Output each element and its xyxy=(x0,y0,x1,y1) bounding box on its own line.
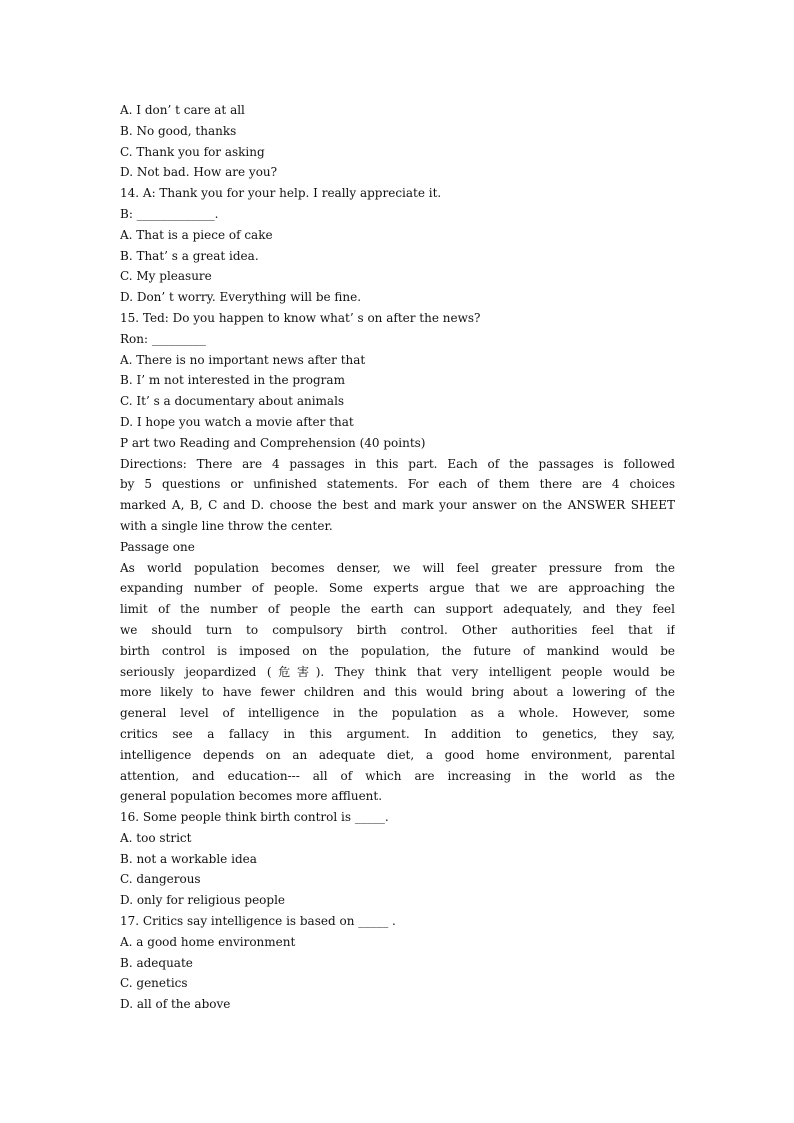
text-line: intelligence depends on an adequate diet, a good home environment, parental xyxy=(120,747,675,762)
text-line: marked A, B, C and D. choose the best and mark your answer on the ANSWER SHEET xyxy=(120,498,675,513)
text-line: D. Not bad. How are you? xyxy=(120,165,278,180)
text-line: A. I don’ t care at all xyxy=(120,103,245,117)
text-line: with a single line throw the center. xyxy=(120,518,333,533)
text-line: D. only for religious people xyxy=(120,893,286,908)
text-line: critics see a fallacy in this argument. In addition to genetics, they say, xyxy=(120,726,675,741)
text-line: As world population becomes denser, we will feel greater pressure from the xyxy=(120,560,675,575)
text-line: B. adequate xyxy=(120,955,193,970)
text-line: C. Thank you for asking xyxy=(120,144,265,159)
text-line: A. There is no important news after that xyxy=(120,352,366,367)
text-line: we should turn to compulsory birth control. Other authorities feel that if xyxy=(120,622,675,637)
text-line: limit of the number of people the earth can support adequately, and they feel xyxy=(120,602,675,617)
text-line: 15. Ted: Do you happen to know what’ s on after the news? xyxy=(120,310,481,325)
text-line: A. too strict xyxy=(120,830,192,845)
text-line: general level of intelligence in the population as a whole. However, some xyxy=(120,706,675,721)
text-line: Directions: There are 4 passages in this part. Each of the passages is followed xyxy=(120,456,675,471)
text-line: C. dangerous xyxy=(120,872,201,887)
text-line: D. I hope you watch a movie after that xyxy=(120,414,354,429)
document-page xyxy=(120,100,675,1015)
text-line: B. I’ m not interested in the program xyxy=(120,373,345,388)
text-line: B. not a workable idea xyxy=(120,851,257,866)
text-line: expanding number of people. Some experts argue that we are approaching the xyxy=(120,581,675,596)
text-line: more likely to have fewer children and this would bring about a lowering of the xyxy=(120,685,675,700)
text-line: birth control is imposed on the population, the future of mankind would be xyxy=(120,643,675,658)
text-line: C. My pleasure xyxy=(120,269,212,284)
text-line: general population becomes more affluent. xyxy=(120,789,383,804)
text-line: 14. A: Thank you for your help. I really appreciate it. xyxy=(120,186,442,201)
text-line: Ron: _________ xyxy=(120,331,206,346)
text-line: D. all of the above xyxy=(120,997,231,1012)
text-line: Passage one xyxy=(120,539,195,554)
text-line: A. a good home environment xyxy=(120,934,296,949)
text-line: 17. Critics say intelligence is based on _____ . xyxy=(120,914,396,929)
text-line: B. That’ s a great idea. xyxy=(120,248,259,263)
text-line: B. No good, thanks xyxy=(120,123,237,138)
text-line: P art two Reading and Comprehension (40 points) xyxy=(120,435,426,450)
text-line: C. genetics xyxy=(120,976,188,991)
text-line: 16. Some people think birth control is _____. xyxy=(120,810,389,825)
text-line: D. Don’ t worry. Everything will be fine. xyxy=(120,290,362,305)
text-line: by 5 questions or unfinished statements. For each of them there are 4 choices xyxy=(120,477,675,492)
text-line: B: _____________. xyxy=(120,206,219,221)
text-line: seriously jeopardized (危害). They think that very intelligent people would be xyxy=(120,664,675,679)
text-line: C. It’ s a documentary about animals xyxy=(120,394,345,409)
text-line: attention, and education--- all of which are increasing in the world as the xyxy=(120,768,675,783)
text-line: A. That is a piece of cake xyxy=(120,227,273,242)
